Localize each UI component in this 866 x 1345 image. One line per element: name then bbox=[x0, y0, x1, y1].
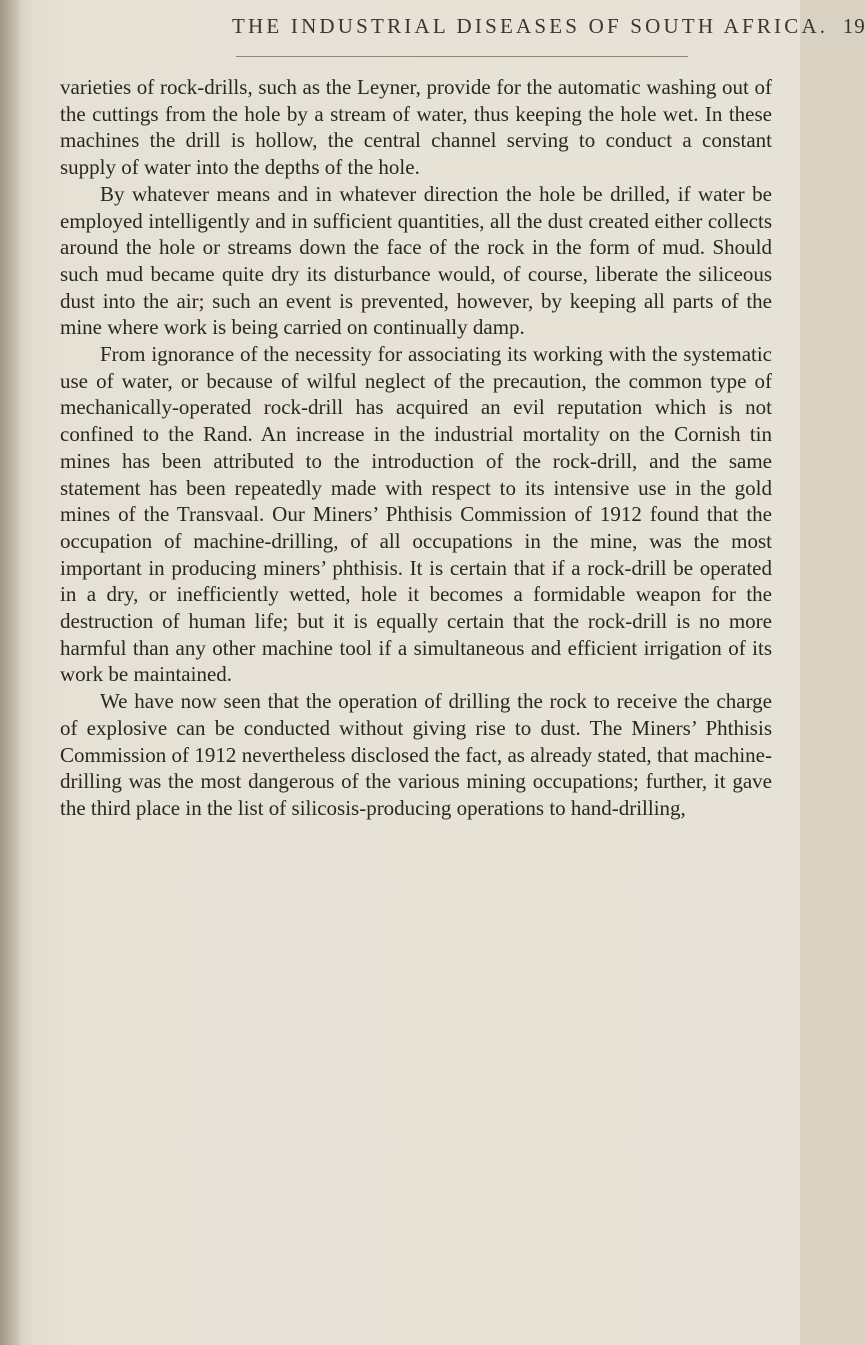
header-rule bbox=[236, 56, 688, 57]
page-gutter-shadow bbox=[0, 0, 22, 1345]
paragraph: From ignorance of the necessity for associating its working with the systematic use of water, or because of wilful neglect of the precaution, the common type of mechanically-operated rock-drill has acquired an evil reputation which is not confined to the Rand. An increase in the industrial mortality on the Cornish tin mines has been attributed to the introduction of the rock-drill, and the same statement has been repeatedly made with respect to its intensive use in the gold mines of the Transvaal. Our Miners’ Phthisis Commission of 1912 found that the occupation of machine-drilling, of all occupations in the mine, was the most important in producing miners’ phthisis. It is certain that if a rock-drill be operated in a dry, or inefficiently wetted, hole it becomes a formidable weapon for the destruction of human life; but it is equally certain that the rock-drill is no more harmful than any other machine tool if a simultaneous and efficient irrigation of its work be maintained. bbox=[60, 342, 772, 687]
page-number: 19 bbox=[842, 14, 866, 38]
paragraph: We have now seen that the operation of drilling the rock to receive the charge of explosive can be conducted without giving rise to dust. The Miners’ Phthisis Commission of 1912 nevertheless disclosed the fact, as already stated, that machine-drilling was the most dangerous of the various mining occupations; further, it gave the third place in the list of silicosis-producing operations to hand-drilling, bbox=[60, 689, 772, 820]
paragraph: By whatever means and in whatever direction the hole be drilled, if water be employed intelligently and in sufficient quantities, all the dust created either collects around the hole or streams down the face of the rock in the form of mud. Should such mud became quite dry its disturbance would, of course, liberate the siliceous dust into the air; such an event is prevented, however, by keeping all parts of the mine where work is being carried on continually damp. bbox=[60, 181, 772, 340]
running-head bbox=[232, 14, 866, 39]
body-text bbox=[60, 74, 772, 822]
paragraph-continued: varieties of rock-drills, such as the Leyner, provide for the automatic washing out of the cuttings from the hole by a stream of water, thus keeping the hole wet. In these machines the drill is hollow, the central channel serving to conduct a constant supply of water into the depths of the hole. bbox=[60, 75, 772, 180]
running-head-title: THE INDUSTRIAL DISEASES OF SOUTH AFRICA. bbox=[232, 14, 829, 38]
